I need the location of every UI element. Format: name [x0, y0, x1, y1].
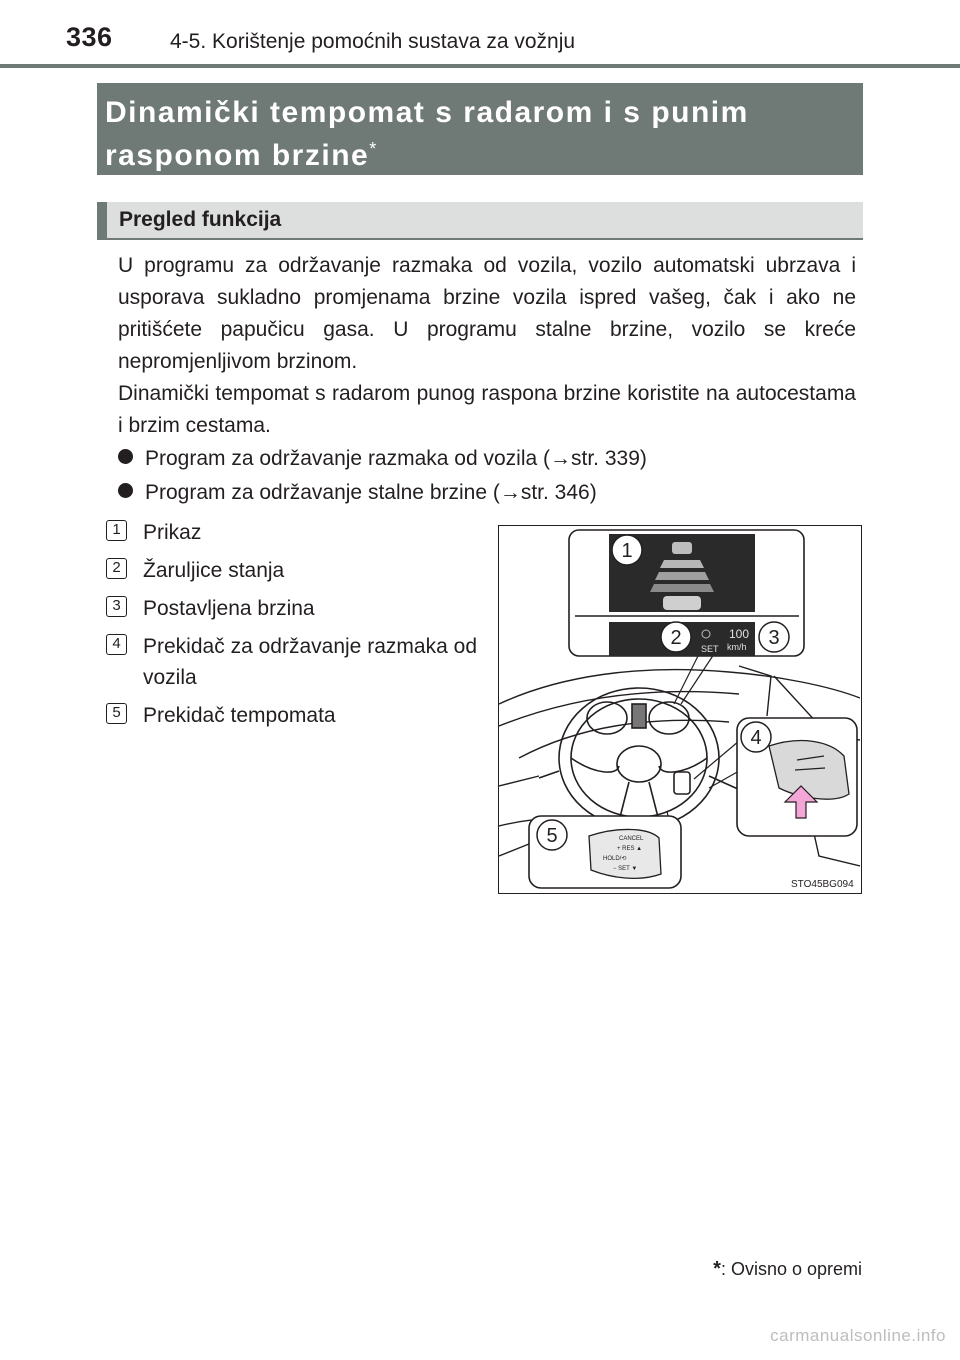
- intro-paragraph: U programu za održavanje razmaka od vozila, vozilo automatski ubrzava i usporava sukladno promjenama brzine vozila ispred vašeg, čak i ako ne pritišćete papučicu gasa. U programu stalne brzine, vozilo se kreće nepromjenljivom brzinom.: [118, 254, 856, 373]
- bullet-dot: [118, 483, 133, 498]
- legend-label: Žaruljice stanja: [143, 559, 285, 582]
- lever-label: + RES ▲: [617, 846, 643, 852]
- figure-code: STO45BG094: [791, 879, 854, 890]
- usage-paragraph: Dinamički tempomat s radarom punog raspona brzine koristite na autocestama i brzim cestama.: [118, 382, 856, 437]
- legend-number: 5: [106, 703, 127, 724]
- svg-text:2: 2: [670, 627, 682, 649]
- display-set: SET: [701, 644, 719, 654]
- bullet-item: [118, 478, 597, 508]
- lever-label: − SET ▼: [613, 866, 638, 872]
- header-rule: [0, 64, 960, 68]
- title-line-1: Dinamički tempomat s radarom i s punim: [105, 96, 749, 129]
- lever-label: CANCEL: [619, 836, 644, 842]
- callout-5: [537, 820, 567, 850]
- svg-text:3: 3: [768, 627, 780, 649]
- page-number: 336: [66, 22, 113, 52]
- legend-label: Prikaz: [143, 521, 202, 544]
- bullet-item: [118, 444, 647, 474]
- display-speed: 100: [729, 627, 750, 641]
- svg-text:5: 5: [546, 825, 558, 847]
- display-unit: km/h: [727, 642, 747, 652]
- legend-number: 4: [106, 634, 127, 655]
- legend-label: Prekidač tempomata: [143, 704, 336, 727]
- svg-text:4: 4: [750, 727, 762, 749]
- link-following-program[interactable]: Program za održavanje razmaka od vozila (→str. 339): [145, 447, 647, 470]
- title-line-2: rasponom brzine*: [105, 139, 378, 172]
- callout-2: [661, 622, 691, 652]
- legend-number: 1: [106, 520, 127, 541]
- section-title: 4-5. Korištenje pomoćnih sustava za vožnju: [170, 30, 576, 53]
- legend-label: Postavljena brzina: [143, 597, 315, 620]
- lever-label: HOLD/⟲: [603, 856, 627, 862]
- cockpit-illustration: [498, 525, 862, 894]
- footnote-text: : Ovisno o opremi: [720, 1259, 862, 1279]
- callout-4: [741, 722, 771, 752]
- watermark: carmanualsonline.info: [770, 1326, 946, 1345]
- bullet-dot: [118, 449, 133, 464]
- callout-3: [759, 622, 789, 652]
- footnote-asterisk: *: [713, 1258, 721, 1280]
- footnote-marker: *: [369, 139, 378, 159]
- page-title: [97, 83, 863, 175]
- link-constant-speed-program[interactable]: Program za održavanje stalne brzine (→str. 346): [145, 481, 597, 504]
- section-subtitle: Pregled funkcija: [97, 202, 863, 240]
- legend-number: 3: [106, 596, 127, 617]
- footnote: [713, 1258, 862, 1281]
- callout-1: [612, 535, 642, 565]
- legend-label: Prekidač za održavanje razmaka od vozila: [143, 635, 477, 689]
- legend-number: 2: [106, 558, 127, 579]
- svg-text:1: 1: [621, 540, 633, 562]
